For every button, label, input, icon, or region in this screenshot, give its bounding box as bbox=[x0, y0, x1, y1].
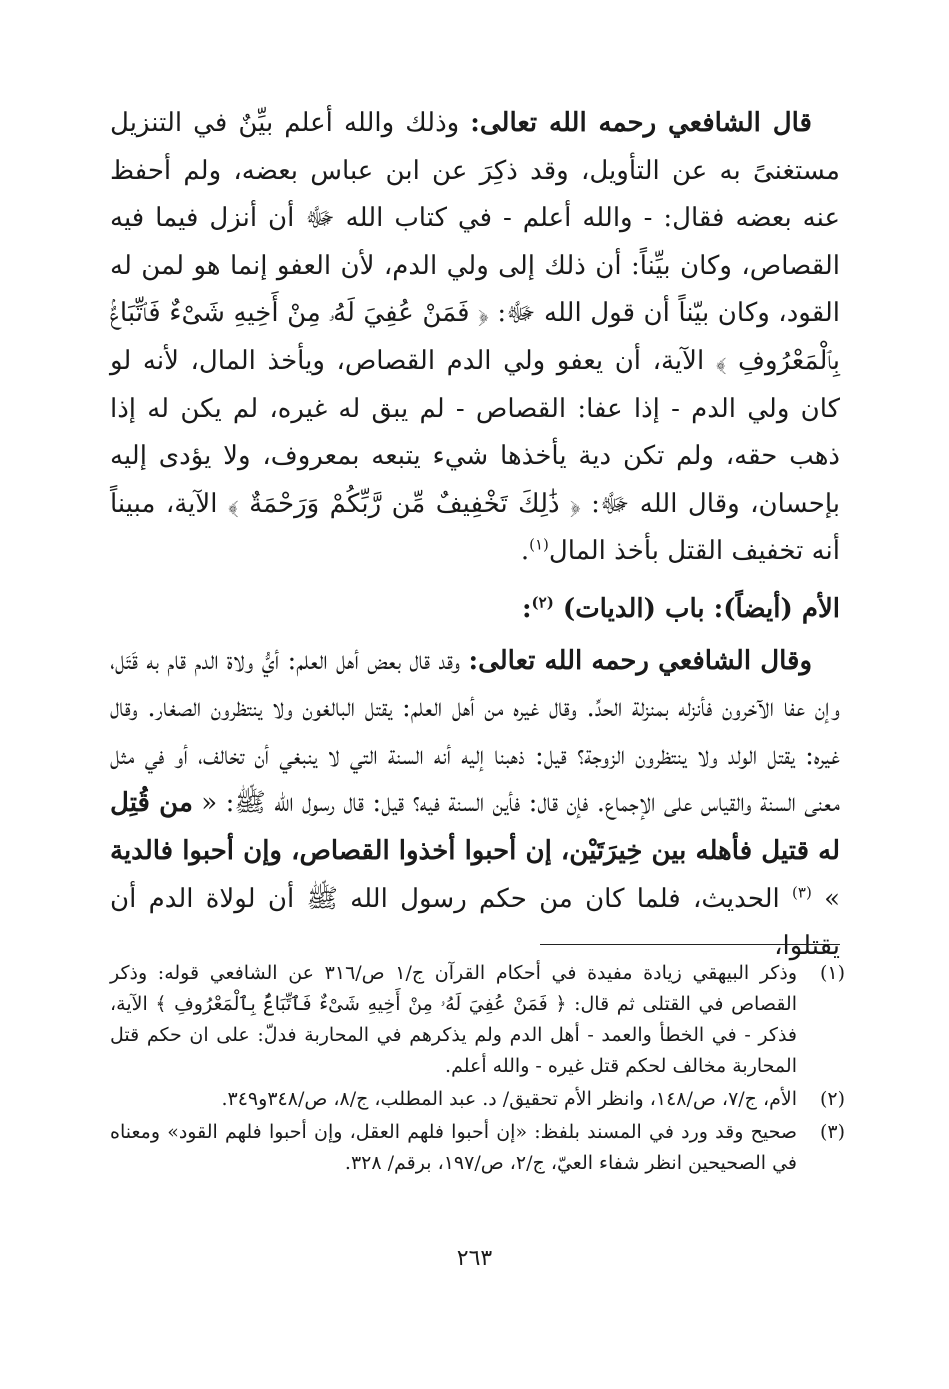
quote-close: » bbox=[811, 883, 840, 914]
paragraph-text: وقد قال بعض أهل العلم: أيُّ ولاة الدم قام به قَتَل، وإن عفا الآخرون فأنزله بمنزلة الحدِّ. وقال غيره من أهل العلم: يقتل البالغون ولا ينتظرون الصغار. وقال غيره: يقتل الولد ولا ينتظرون الزوجة؟ قيل: ذهبنا إليه أنه السنة التي لا ينبغي أن تخالف، أو في مثل معنى السنة والقياس على الإجماع. فإن قال: فأين السنة فيه؟ قيل: قال رسول الله ﷺ: « bbox=[110, 645, 840, 819]
paragraph-shafii-quran bbox=[110, 100, 840, 576]
footnote-number: (١) bbox=[819, 962, 845, 984]
footnote-ref-3: (٣) bbox=[792, 882, 812, 901]
footnote-divider bbox=[540, 944, 840, 945]
footnote-text: صحيح وقد ورد في المسند بلفظ: «إن أحبوا فلهم العقل، وإن أحبوا فلهم القود» ومعناه في الصحيحين انظر شفاء العيّ، ج/٢، ص/١٩٧، برقم/ ٣٢٨. bbox=[110, 1121, 797, 1174]
footnote-text: الأم، ج/٧، ص/١٤٨، وانظر الأم تحقيق/ د. عبد المطلب، ج/٨، ص/٣٤٨و٣٤٩. bbox=[221, 1088, 797, 1110]
footnote-number: (٣) bbox=[819, 1121, 845, 1143]
page-number: ٢٦٣ bbox=[456, 1246, 493, 1271]
paragraph-text-end: الحديث، فلما كان من حكم رسول الله ﷺ أن لولاة الدم أن يقتلوا، bbox=[110, 883, 840, 962]
paragraph-diyat bbox=[110, 638, 840, 971]
paragraph-lead: قال الشافعي رحمه الله تعالى: bbox=[470, 108, 812, 138]
section-heading bbox=[110, 586, 840, 634]
footnote-ref-1: (١) bbox=[529, 535, 549, 554]
footnote-item bbox=[110, 1084, 845, 1115]
main-text bbox=[110, 100, 840, 971]
paragraph-text: وذلك والله أعلم بيِّنٌ في التنزيل مستغنىً به عن التأويل، وقد ذكِرَ عن ابن عباس بعضه، ولم أحفظ عنه بعضه فقال: - والله أعلم - في كتاب الله ﷻ أن أنزل فيما فيه القصاص، وكان بيِّناً: أن ذلك إلى ولي الدم، لأن العفو إنما هو لمن له القود، وكان بيّناً أن قول الله ﷻ: ﴿ فَمَنْ عُفِيَ لَهُۥ مِنْ أَخِيهِ شَىْءٌ فَٱتِّبَاعٌۢ بِٱلْمَعْرُوفِ ﴾ الآية، أن يعفو ولي الدم القصاص، ويأخذ المال، لأنه لو كان ولي الدم - إذا عفا: القصاص - لم يبق له غيره، لم يكن له إذا ذهب حقه، ولم تكن دية يأخذها شيء يتبعه بمعروف، ولا يؤدى إليه بإحسان، وقال الله ﷻ: ﴿ ذَٰلِكَ تَخْفِيفٌ مِّن رَّبِّكُمْ وَرَحْمَةٌ ﴾ الآية، مبيناً أنه تخفيف القتل بأخذ المال bbox=[110, 108, 840, 567]
heading-text: الأم (أيضاً): باب (الديات) bbox=[562, 593, 840, 624]
hadith-quote: من قُتِل له قتيل فأهله بين خِيرَتَيْن، إن أحبوا أخذوا القصاص، وإن أحبوا فالدية bbox=[110, 788, 840, 866]
paragraph-lead: وقال الشافعي رحمه الله تعالى: bbox=[468, 645, 813, 676]
footnote-item bbox=[110, 1117, 845, 1179]
footnote-text: وذكر البيهقي زيادة مفيدة في أحكام القرآن ج/١ ص/٣١٦ عن الشافعي قوله: وذكر القصاص في القتلى ثم قال: ﴿ فَمَنْ عُفِيَ لَهُۥ مِنْ أَخِيهِ شَىْءٌ فَٱتِّبَاعٌۢ بِٱلْمَعْرُوفِ ﴾ الآية، فذكر - في الخطأ والعمد - أهل الدم ولم يذكرهم في المحاربة فدلّ: على ان حكم قتل المحاربة مخالف لحكم قتل غيره - والله أعلم. bbox=[110, 962, 797, 1077]
footnotes bbox=[110, 958, 845, 1181]
footnote-ref-2: (٢) bbox=[531, 593, 554, 612]
paragraph-end: . bbox=[520, 536, 530, 567]
footnote-item bbox=[110, 958, 845, 1082]
heading-end: : bbox=[521, 593, 532, 624]
footnote-number: (٢) bbox=[819, 1088, 845, 1110]
